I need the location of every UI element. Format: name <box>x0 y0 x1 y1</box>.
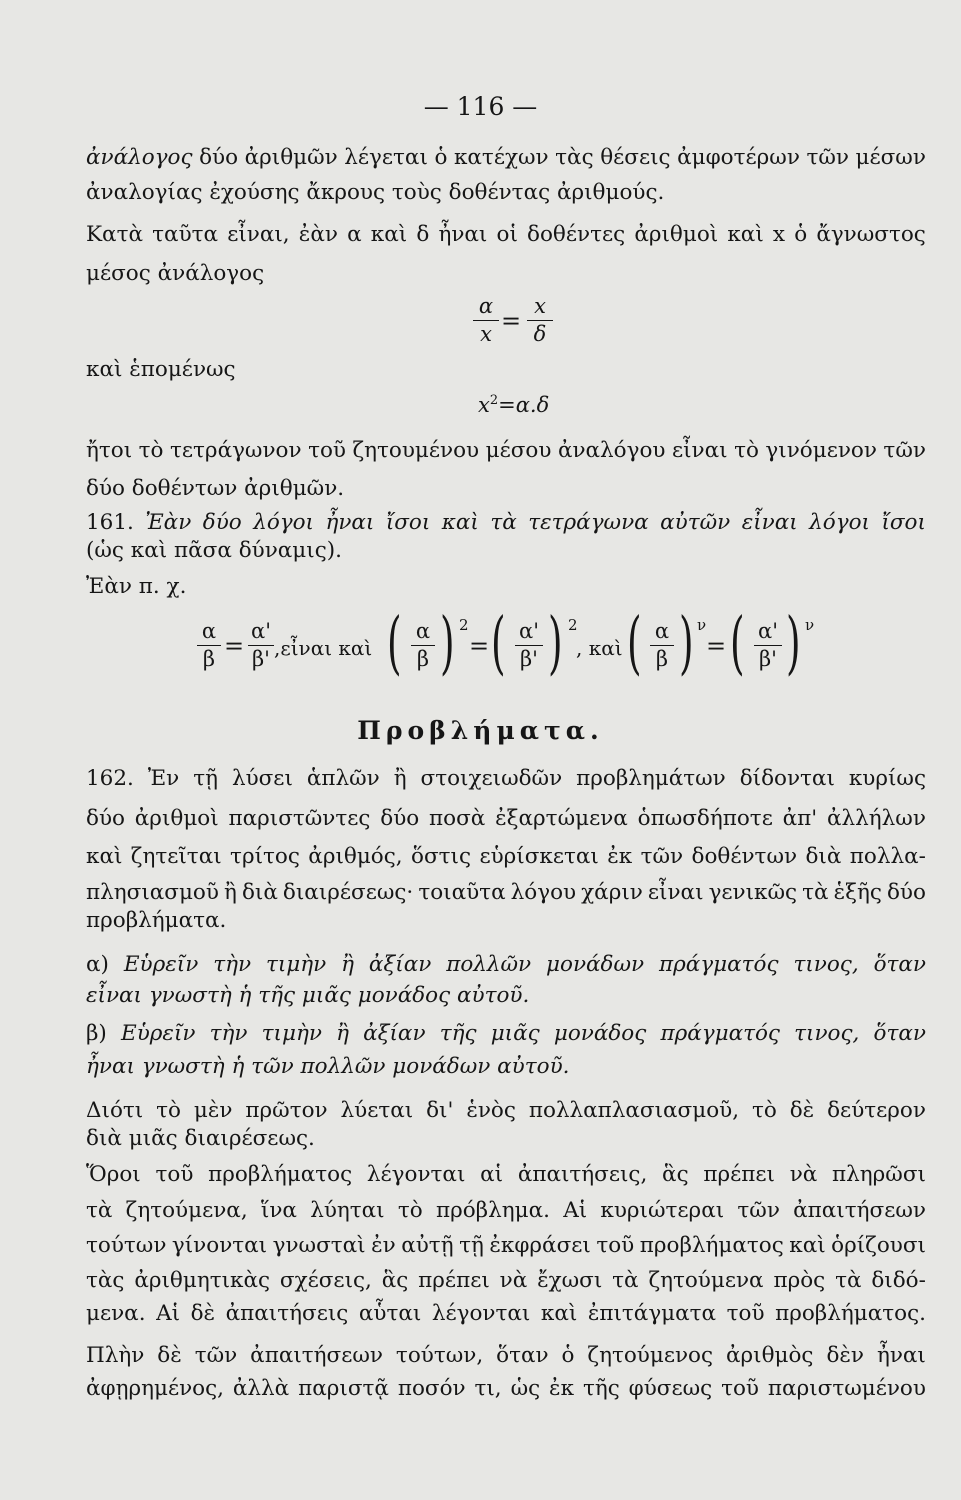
word: ἔχωσι <box>537 1268 603 1293</box>
word: προβλήματος <box>639 1233 784 1258</box>
word: ἢ <box>336 1021 349 1046</box>
word: πληρῶσι <box>832 1162 926 1187</box>
word: τοῦ <box>308 438 346 463</box>
word: Κατὰ <box>86 222 143 247</box>
word: μονάδος <box>553 1021 647 1046</box>
word: ἑνὸς <box>466 1098 516 1123</box>
word: ἁπλῶν <box>306 766 380 791</box>
word: μέσου <box>485 438 552 463</box>
word: ἐκ <box>607 844 633 869</box>
equation-x-squared <box>478 393 549 417</box>
numerator: α' <box>519 619 539 643</box>
numerator: α' <box>251 619 271 643</box>
word: προβλημάτων <box>576 766 726 791</box>
right-paren: ) <box>440 604 455 683</box>
word: διδό- <box>871 1268 926 1293</box>
fraction-alphap-betap-nu <box>754 620 782 671</box>
word: ἀπαιτήσεις, <box>517 1162 648 1187</box>
word: ἐὰν <box>298 222 338 247</box>
word: κυριώτεραι <box>600 1198 725 1223</box>
word: τῇ <box>459 1233 484 1258</box>
fraction-bar <box>515 645 543 646</box>
word: Ὅροι <box>86 1162 141 1187</box>
word: παριστῶντες <box>228 806 371 831</box>
word: ἀλλὰ <box>232 1376 290 1401</box>
denominator: δ <box>533 322 547 347</box>
word: Αἱ <box>563 1198 588 1223</box>
word: ὁπωσδήποτε <box>637 806 773 831</box>
word: διὰ <box>241 880 278 905</box>
word: ἢ <box>393 766 407 791</box>
word: τὰς <box>86 1268 125 1293</box>
word: τοῦ <box>596 1233 635 1258</box>
word: γενικῶς <box>708 880 798 905</box>
word: τὸ <box>397 1198 423 1223</box>
word: τινος, <box>794 1021 860 1046</box>
word: 161. <box>86 510 134 535</box>
word: λόγου <box>510 880 577 905</box>
fraction-bar <box>527 320 553 321</box>
word: διὰ μιᾶς διαιρέσεως. <box>86 1126 315 1151</box>
word: πρέπει <box>418 1268 490 1293</box>
word: ἢ <box>224 880 237 905</box>
text-line <box>86 1200 926 1222</box>
word: τὰ <box>612 1268 639 1293</box>
word: ἀπαιτήσεων <box>250 1343 383 1368</box>
word: (ὡς καὶ πᾶσα δύναμις). <box>86 538 342 563</box>
word: δὲ <box>789 1098 815 1123</box>
word: ὁ <box>561 1343 575 1368</box>
word: τοῦ <box>721 1376 760 1401</box>
word: παριστᾷ <box>298 1376 389 1401</box>
exponent-two: 2 <box>568 616 578 634</box>
text-einai-kai: ,εἶναι καὶ <box>274 636 373 660</box>
word: λόγοι <box>809 510 870 535</box>
word: τιμὴν <box>261 1021 322 1046</box>
word: Εὑρεῖν <box>121 1021 196 1046</box>
word: Πλὴν <box>86 1343 145 1368</box>
word: ὡς <box>510 1376 541 1401</box>
word: τετράγωνον <box>170 438 302 463</box>
text-line <box>86 478 926 500</box>
word: προβλήματος <box>208 1162 353 1187</box>
word: ὅταν <box>873 952 926 977</box>
word: ἀναλογίας ἐχούσης ἄκρους τοὺς δοθέντας ἀριθμούς. <box>86 180 665 205</box>
text-line <box>86 512 926 534</box>
word: καὶ <box>540 1301 578 1326</box>
word: τὸ <box>751 1098 777 1123</box>
numerator: α <box>654 619 670 643</box>
word: ἐν <box>371 1233 396 1258</box>
word: ἀριθμὸς <box>725 1343 814 1368</box>
left-paren: ( <box>730 604 745 683</box>
fraction-alphap-betap-sq <box>515 620 543 671</box>
word: προβλήματα. <box>86 908 227 933</box>
word: τὰ <box>490 510 517 535</box>
word: πρῶτον <box>245 1098 328 1123</box>
word: ἀριθμός, <box>308 844 403 869</box>
word: εἶναι <box>741 510 798 535</box>
word: τούτων <box>86 1233 167 1258</box>
denominator: β <box>655 647 669 672</box>
word: τοῦ <box>155 1162 194 1187</box>
fraction-bar <box>650 645 674 646</box>
word: καὶ <box>441 510 479 535</box>
word: οἱ <box>496 222 518 247</box>
word: δύο <box>886 880 926 905</box>
section-heading: Προβλήματα. <box>357 716 604 745</box>
word: τοιαῦτα <box>418 880 506 905</box>
text-line <box>86 1303 926 1325</box>
word: πρέπει <box>703 1162 775 1187</box>
word: εἶναι <box>671 438 728 463</box>
fraction-alpha-beta <box>197 620 221 671</box>
word: διὰ <box>805 844 842 869</box>
word: ὁ <box>434 145 448 170</box>
numerator: x <box>534 294 546 318</box>
equation-exponent: 2 <box>489 393 499 408</box>
word: ἀξίαν <box>363 1021 426 1046</box>
word: ἴσοι <box>385 510 431 535</box>
text-line <box>86 808 926 830</box>
fraction-bar <box>411 645 435 646</box>
fraction-bar <box>473 320 499 321</box>
word: σχέσεις, <box>279 1268 372 1293</box>
fraction-x-over-d <box>527 295 553 346</box>
word: ἀλλήλων <box>827 806 926 831</box>
text-line <box>86 224 926 246</box>
word: ἐπιτάγματα <box>587 1301 717 1326</box>
word: ἀριθμητικὰς <box>134 1268 271 1293</box>
equals-sign: = <box>501 307 522 335</box>
word: τοῦ <box>726 1301 765 1326</box>
word: ἀριθμῶν <box>244 145 338 170</box>
word: x <box>772 222 786 247</box>
word: καὶ <box>727 222 764 247</box>
word: δὲ <box>190 1301 216 1326</box>
word: ἀφῃρημένος, <box>86 1376 224 1401</box>
word: εἶναι γνωστὴ ἡ τῆς μιᾶς μονάδος αὐτοῦ. <box>86 983 530 1008</box>
word: καὶ <box>789 1233 826 1258</box>
word: τῶν <box>883 438 926 463</box>
word: 162. <box>86 766 134 791</box>
word: ζητούμενα, <box>125 1198 248 1223</box>
word: τὸ <box>734 438 759 463</box>
word: καὶ <box>86 844 123 869</box>
word: τρίτος <box>230 844 300 869</box>
text-line <box>86 440 926 462</box>
word: ἀπ' <box>782 806 818 831</box>
text-line <box>86 263 926 285</box>
left-paren: ( <box>627 604 642 683</box>
word: ὅστις <box>411 844 472 869</box>
word: τῇ <box>193 766 218 791</box>
numerator: α <box>415 619 431 643</box>
word: ἃς <box>662 1162 689 1187</box>
text-line <box>86 954 926 976</box>
word: ποσὰ <box>429 806 486 831</box>
text-line <box>86 1345 926 1367</box>
word: α) <box>86 952 109 977</box>
word: αὐτῶν <box>660 510 731 535</box>
word: γίνονται <box>171 1233 268 1258</box>
word: τετράγωνα <box>528 510 649 535</box>
word: πρόβλημα. <box>435 1198 550 1223</box>
word: ὅταν <box>873 1021 926 1046</box>
word: τῆς <box>439 1021 477 1046</box>
word: νὰ <box>789 1162 818 1187</box>
word: τὰ <box>86 1198 113 1223</box>
equals-sign: = <box>706 632 727 660</box>
word: λύηται <box>310 1198 385 1223</box>
word: εἶναι <box>647 880 704 905</box>
text-line <box>86 910 926 932</box>
word: α <box>347 222 362 247</box>
word: δοθέντων <box>691 844 798 869</box>
word: ἀμφοτέρων <box>677 145 800 170</box>
text-kai-epomenos: καὶ ἑπομένως <box>86 357 236 382</box>
word: ζητουμένου <box>352 438 480 463</box>
text-line <box>86 1164 926 1186</box>
word: παριστωμένου <box>767 1376 926 1401</box>
denominator: β' <box>759 647 777 672</box>
word: ἢ <box>341 952 354 977</box>
word: δύο <box>202 510 242 535</box>
exponent-nu: ν <box>805 616 815 634</box>
word: τῶν <box>194 1343 238 1368</box>
word: μέσος ἀνάλογος <box>86 261 265 286</box>
text-line <box>86 1056 926 1078</box>
text-line <box>86 147 926 169</box>
word: ἦναι <box>325 510 375 535</box>
word: πολλῶν <box>446 952 532 977</box>
word: διαιρέσεως· <box>282 880 414 905</box>
word: λέγονται <box>366 1162 466 1187</box>
word: αὐτῇ <box>401 1233 454 1258</box>
word: τὸ <box>138 438 164 463</box>
word: Ἐν <box>147 766 180 791</box>
word: μενα. <box>86 1301 146 1326</box>
word: πράγματός <box>659 952 779 977</box>
word: λύσει <box>231 766 293 791</box>
equals-sign: = <box>469 632 490 660</box>
right-paren: ) <box>786 604 801 683</box>
text-line <box>86 1270 926 1292</box>
fraction-bar <box>197 645 221 646</box>
word: λόγοι <box>253 510 314 535</box>
word: ζητούμενα <box>648 1268 764 1293</box>
word: γινόμενον <box>765 438 877 463</box>
word: φύσεως <box>628 1376 713 1401</box>
numerator: α' <box>758 619 778 643</box>
word: δοθέντες <box>527 222 626 247</box>
word: λέγεται <box>344 145 428 170</box>
word: εἶναι, <box>227 222 290 247</box>
text-line <box>86 1128 926 1150</box>
fraction-alpha-beta-nu <box>650 620 674 671</box>
left-paren: ( <box>387 604 402 683</box>
word: ἦναι <box>876 1343 926 1368</box>
text-line <box>86 1100 926 1122</box>
denominator: β <box>416 647 430 672</box>
word: τούτων, <box>395 1343 484 1368</box>
text-line <box>86 540 926 562</box>
denominator: β <box>202 647 216 672</box>
word: στοιχειωδῶν <box>420 766 563 791</box>
text-line <box>86 985 926 1007</box>
text-line <box>86 882 926 904</box>
word: τῶν <box>806 145 849 170</box>
word: πρὸς <box>773 1268 826 1293</box>
word: εὑρίσκεται <box>479 844 599 869</box>
word: ζητούμενος <box>587 1343 714 1368</box>
word: ἀναλόγου <box>557 438 666 463</box>
word: λύεται <box>340 1098 414 1123</box>
exponent-two: 2 <box>459 616 469 634</box>
word: τῶν <box>640 844 684 869</box>
word: νὰ <box>499 1268 528 1293</box>
word: ὁ <box>794 222 808 247</box>
word: ὁρίζουσι <box>831 1233 926 1258</box>
word: ἵνα <box>260 1198 297 1223</box>
word: δεύτερον <box>827 1098 926 1123</box>
word: ἐκφράσει <box>489 1233 591 1258</box>
text-kai: , καὶ <box>576 636 623 660</box>
word: Αἱ <box>156 1301 181 1326</box>
word: ταῦτα <box>152 222 219 247</box>
fraction-alphap-betap <box>248 620 274 671</box>
page-number: — 116 — <box>423 92 538 121</box>
word: τὰ <box>802 880 829 905</box>
word: δι' <box>426 1098 454 1123</box>
word: ἃς <box>381 1268 409 1293</box>
text-line <box>86 1378 926 1400</box>
word: ἀπαιτήσεων <box>793 1198 926 1223</box>
text-line <box>86 768 926 790</box>
fraction-bar <box>754 645 782 646</box>
word: αὗται <box>358 1301 422 1326</box>
word: γνωσταὶ <box>272 1233 366 1258</box>
word: ὅταν <box>496 1343 549 1368</box>
text-line <box>86 576 926 598</box>
word: ἴσοι <box>881 510 926 535</box>
denominator: x <box>480 322 492 347</box>
fraction-a-over-x <box>473 295 499 346</box>
word: ἀπαιτήσεις <box>225 1301 349 1326</box>
word: πράγματός <box>660 1021 780 1046</box>
word: πολλαπλασιασμοῦ, <box>528 1098 740 1123</box>
word: κυρίως <box>848 766 926 791</box>
text-line <box>86 182 926 204</box>
word: θέσεις <box>600 145 671 170</box>
word: δύο δοθέντων ἀριθμῶν. <box>86 476 345 501</box>
word: ζητεῖται <box>130 844 222 869</box>
denominator: β' <box>252 647 270 672</box>
text-line <box>86 1023 926 1045</box>
word: ἐξαρτώμενα <box>495 806 628 831</box>
word: τὰ <box>835 1268 862 1293</box>
word: ἀριθμοὶ <box>634 222 719 247</box>
word: ἦναι <box>438 222 488 247</box>
word: μέσων <box>855 145 926 170</box>
word: τὴν <box>213 952 252 977</box>
equals-sign: = <box>224 632 245 660</box>
word: τὰς <box>555 145 594 170</box>
word: δύο <box>380 806 420 831</box>
word: δύο <box>199 145 239 170</box>
word: ἦναι γνωστὴ ἡ τῶν πολλῶν μονάδων αὐτοῦ. <box>86 1054 570 1079</box>
word: δίδονται <box>739 766 835 791</box>
word: τιμὴν <box>265 952 327 977</box>
numerator: α <box>478 294 494 318</box>
word: τι, <box>474 1376 502 1401</box>
word: Ἐὰν <box>145 510 192 535</box>
word: τὴν <box>209 1021 248 1046</box>
word: τινος, <box>793 952 859 977</box>
word: αἱ <box>480 1162 504 1187</box>
word: Διότι <box>86 1098 144 1123</box>
word: μονάδων <box>546 952 645 977</box>
word: ἀριθμοὶ <box>134 806 219 831</box>
equation-lhs: x <box>478 393 490 417</box>
text-line <box>86 1235 926 1257</box>
word: μὲν <box>193 1098 233 1123</box>
word: ποσόν <box>397 1376 466 1401</box>
fraction-bar <box>248 645 274 646</box>
denominator: β' <box>520 647 538 672</box>
word: δύο <box>86 806 125 831</box>
word: χάριν <box>581 880 643 905</box>
word: ἑξῆς <box>833 880 882 905</box>
word: ἤτοι <box>86 438 133 463</box>
word: ἐκ <box>549 1376 575 1401</box>
word: δὲν <box>826 1343 864 1368</box>
word: τὸ <box>156 1098 181 1123</box>
word: λέγονται <box>431 1301 531 1326</box>
left-paren: ( <box>491 604 506 683</box>
equation-rhs: =α.δ <box>498 393 550 417</box>
text-line <box>86 846 926 868</box>
word: ἀνάλογος <box>86 145 193 170</box>
word: τῶν <box>737 1198 780 1223</box>
word: δ <box>416 222 430 247</box>
right-paren: ) <box>679 604 694 683</box>
exponent-nu: ν <box>697 616 707 634</box>
numerator: α <box>201 619 217 643</box>
word: δὲ <box>157 1343 182 1368</box>
word: β) <box>86 1021 107 1046</box>
word: πολλα- <box>849 844 926 869</box>
word: μιᾶς <box>490 1021 540 1046</box>
word: προβλήματος. <box>775 1301 926 1326</box>
word: τῆς <box>582 1376 620 1401</box>
word: Ἐὰν π. χ. <box>86 574 187 599</box>
word: πλησιασμοῦ <box>86 880 219 905</box>
word: καὶ <box>370 222 408 247</box>
right-paren: ) <box>548 604 563 683</box>
word: ἄγνωστος <box>816 222 926 247</box>
fraction-alpha-beta-sq <box>411 620 435 671</box>
word: κατέχων <box>453 145 549 170</box>
word: ἀξίαν <box>368 952 432 977</box>
word: Εὑρεῖν <box>123 952 199 977</box>
